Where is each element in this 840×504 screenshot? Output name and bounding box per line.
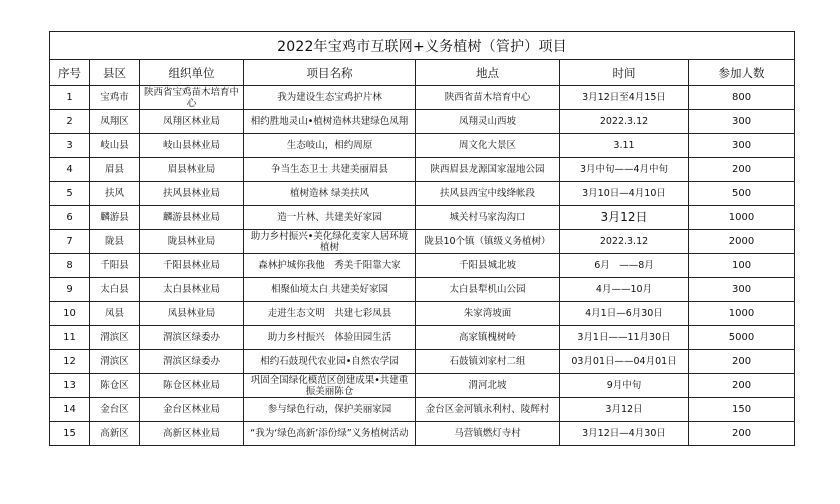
- cell-county: 岐山县: [90, 134, 140, 158]
- cell-count: 300: [689, 110, 795, 134]
- cell-no: 14: [50, 398, 90, 422]
- cell-county: 渭滨区: [90, 350, 140, 374]
- cell-org: 千阳县林业局: [140, 254, 244, 278]
- cell-project: 植树造林 绿美扶风: [244, 182, 416, 206]
- cell-place: 扶风县西宝中线绛帐段: [416, 182, 560, 206]
- cell-place: 周文化大景区: [416, 134, 560, 158]
- cell-count: 1000: [689, 302, 795, 326]
- col-header-project: 项目名称: [244, 60, 416, 86]
- cell-org: 扶风县林业局: [140, 182, 244, 206]
- cell-time: 2022.3.12: [560, 230, 689, 254]
- col-header-no: 序号: [50, 60, 90, 86]
- table-row: [50, 206, 795, 230]
- col-header-org: 组织单位: [140, 60, 244, 86]
- cell-no: 10: [50, 302, 90, 326]
- cell-no: 8: [50, 254, 90, 278]
- cell-org: 岐山县林业局: [140, 134, 244, 158]
- table-row: [50, 374, 795, 398]
- cell-county: 高新区: [90, 422, 140, 446]
- col-header-time: 时间: [560, 60, 689, 86]
- cell-count: 300: [689, 134, 795, 158]
- cell-place: 渭河北坡: [416, 374, 560, 398]
- table-title: 2022年宝鸡市互联网+义务植树（管护）项目: [50, 32, 795, 60]
- cell-county: 扶风: [90, 182, 140, 206]
- cell-project: “我为‘绿色高新’添份绿”义务植树活动: [244, 422, 416, 446]
- cell-county: 凤县: [90, 302, 140, 326]
- cell-place: 太白县犁机山公园: [416, 278, 560, 302]
- cell-count: 200: [689, 350, 795, 374]
- table-row: [50, 110, 795, 134]
- cell-county: 宝鸡市: [90, 86, 140, 110]
- table-row: [50, 398, 795, 422]
- cell-no: 5: [50, 182, 90, 206]
- cell-time: 9月中旬: [560, 374, 689, 398]
- cell-project: 我为建设生态宝鸡护片林: [244, 86, 416, 110]
- cell-project: 助力乡村振兴•美化绿化麦家人居环境植树: [244, 230, 416, 254]
- cell-county: 眉县: [90, 158, 140, 182]
- project-sheet: [49, 31, 794, 446]
- cell-place: 陇县10个镇（镇级义务植树）: [416, 230, 560, 254]
- cell-org: 太白县林业局: [140, 278, 244, 302]
- cell-no: 6: [50, 206, 90, 230]
- cell-count: 200: [689, 158, 795, 182]
- cell-project: 争当生态卫士 共建美丽眉县: [244, 158, 416, 182]
- cell-county: 麟游县: [90, 206, 140, 230]
- cell-time: 6月 ——8月: [560, 254, 689, 278]
- table-row: [50, 134, 795, 158]
- table-row: [50, 158, 795, 182]
- cell-org: 渭滨区绿委办: [140, 326, 244, 350]
- cell-org: 陈仓区林业局: [140, 374, 244, 398]
- cell-no: 11: [50, 326, 90, 350]
- cell-county: 太白县: [90, 278, 140, 302]
- header-row: [50, 60, 795, 86]
- cell-count: 150: [689, 398, 795, 422]
- cell-project: 生态岐山，相约周原: [244, 134, 416, 158]
- cell-org: 金台区林业局: [140, 398, 244, 422]
- cell-place: 凤翔灵山西坡: [416, 110, 560, 134]
- table-row: [50, 422, 795, 446]
- table-row: [50, 350, 795, 374]
- cell-no: 7: [50, 230, 90, 254]
- cell-no: 3: [50, 134, 90, 158]
- cell-county: 金台区: [90, 398, 140, 422]
- cell-county: 陇县: [90, 230, 140, 254]
- cell-project: 相约石鼓现代农业园•自然农学园: [244, 350, 416, 374]
- cell-project: 助力乡村振兴 体验田园生活: [244, 326, 416, 350]
- table-row: [50, 254, 795, 278]
- cell-county: 千阳县: [90, 254, 140, 278]
- cell-project: 巩固全国绿化模范区创建成果•共建重振美丽陈仓: [244, 374, 416, 398]
- cell-org: 凤翔区林业局: [140, 110, 244, 134]
- cell-project: 森林护城你我他 秀美千阳靠大家: [244, 254, 416, 278]
- cell-project: 造一片林、共建美好家园: [244, 206, 416, 230]
- col-header-place: 地点: [416, 60, 560, 86]
- cell-time: 03月01日——04月01日: [560, 350, 689, 374]
- cell-time: 3月12日至4月15日: [560, 86, 689, 110]
- cell-place: 陕西眉县龙源国家湿地公园: [416, 158, 560, 182]
- cell-time: 3月12日—4月30日: [560, 422, 689, 446]
- cell-count: 100: [689, 254, 795, 278]
- table-row: [50, 86, 795, 110]
- cell-time: 3月1日——11月30日: [560, 326, 689, 350]
- table-row: [50, 302, 795, 326]
- col-header-count: 参加人数: [689, 60, 795, 86]
- cell-project: 相聚仙境太白 共建美好家园: [244, 278, 416, 302]
- cell-no: 15: [50, 422, 90, 446]
- cell-place: 城关村马家沟沟口: [416, 206, 560, 230]
- cell-count: 800: [689, 86, 795, 110]
- cell-org: 陇县林业局: [140, 230, 244, 254]
- cell-count: 500: [689, 182, 795, 206]
- cell-time: 3月12日: [560, 206, 689, 230]
- cell-no: 12: [50, 350, 90, 374]
- cell-count: 300: [689, 278, 795, 302]
- cell-place: 马营镇燃灯寺村: [416, 422, 560, 446]
- cell-org: 高新区林业局: [140, 422, 244, 446]
- table-row: [50, 278, 795, 302]
- cell-project: 走进生态文明 共建七彩凤县: [244, 302, 416, 326]
- project-table: [49, 31, 795, 446]
- cell-count: 200: [689, 422, 795, 446]
- cell-place: 朱家湾坡面: [416, 302, 560, 326]
- cell-time: 3月中旬——4月中旬: [560, 158, 689, 182]
- cell-place: 千阳县城北坡: [416, 254, 560, 278]
- cell-time: 3月10日—4月10日: [560, 182, 689, 206]
- cell-org: 陕西省宝鸡苗木培育中心: [140, 86, 244, 110]
- cell-project: 相约胜地灵山•植树造林共建绿色凤翔: [244, 110, 416, 134]
- cell-org: 眉县林业局: [140, 158, 244, 182]
- cell-count: 5000: [689, 326, 795, 350]
- cell-count: 1000: [689, 206, 795, 230]
- cell-no: 13: [50, 374, 90, 398]
- cell-org: 渭滨区绿委办: [140, 350, 244, 374]
- cell-org: 麟游县林业局: [140, 206, 244, 230]
- cell-time: 3.11: [560, 134, 689, 158]
- cell-count: 200: [689, 374, 795, 398]
- cell-place: 金台区金河镇永利村、陵辉村: [416, 398, 560, 422]
- cell-no: 1: [50, 86, 90, 110]
- cell-no: 9: [50, 278, 90, 302]
- cell-no: 2: [50, 110, 90, 134]
- cell-no: 4: [50, 158, 90, 182]
- cell-county: 陈仓区: [90, 374, 140, 398]
- cell-time: 4月——10月: [560, 278, 689, 302]
- cell-time: 4月1日—6月30日: [560, 302, 689, 326]
- cell-place: 高家镇槐树岭: [416, 326, 560, 350]
- cell-county: 凤翔区: [90, 110, 140, 134]
- table-row: [50, 326, 795, 350]
- cell-place: 陕西省苗木培育中心: [416, 86, 560, 110]
- cell-count: 2000: [689, 230, 795, 254]
- cell-time: 3月12日: [560, 398, 689, 422]
- cell-project: 参与绿色行动，保护美丽家园: [244, 398, 416, 422]
- col-header-county: 县区: [90, 60, 140, 86]
- table-row: [50, 230, 795, 254]
- cell-place: 石鼓镇刘家村二组: [416, 350, 560, 374]
- cell-county: 渭滨区: [90, 326, 140, 350]
- table-body: [50, 86, 795, 446]
- cell-time: 2022.3.12: [560, 110, 689, 134]
- table-row: [50, 182, 795, 206]
- cell-org: 凤县林业局: [140, 302, 244, 326]
